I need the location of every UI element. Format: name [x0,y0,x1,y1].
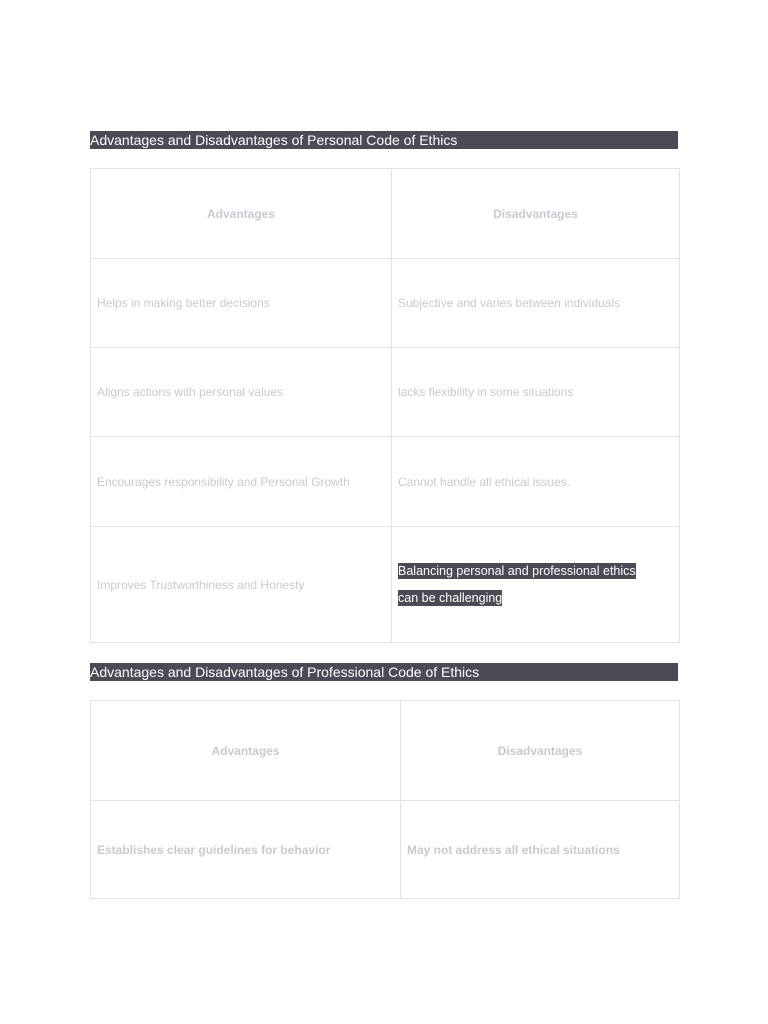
table-row [91,527,680,643]
selected-text-line-1[interactable]: Balancing personal and professional ethics [398,563,636,578]
table-header-row [91,169,680,259]
column-header-disadvantages: Disadvantages [392,169,680,259]
advantage-cell: Establishes clear guidelines for behavior [91,801,401,899]
table-row [91,437,680,527]
table-header-row [91,701,680,801]
disadvantage-cell: Cannot handle all ethical issues. [392,437,680,527]
table-row [91,801,680,899]
disadvantage-cell: lacks flexibility in some situations [392,348,680,437]
disadvantage-cell: May not address all ethical situations [401,801,680,899]
professional-ethics-table [90,700,680,899]
disadvantage-cell-selected[interactable] [392,527,680,643]
advantage-cell: Aligns actions with personal values [91,348,392,437]
column-header-advantages: Advantages [91,701,401,801]
advantage-cell: Encourages responsibility and Personal Growth [91,437,392,527]
personal-ethics-table [90,168,680,643]
selected-text-line-2[interactable]: can be challenging [398,590,503,605]
advantage-cell: Helps in making better decisions [91,259,392,348]
table-row [91,259,680,348]
column-header-disadvantages: Disadvantages [401,701,680,801]
selected-text-block[interactable] [398,558,673,612]
section-title-personal: Advantages and Disadvantages of Personal Code of Ethics [90,131,678,149]
section-title-professional: Advantages and Disadvantages of Professional Code of Ethics [90,663,678,681]
disadvantage-cell: Subjective and varies between individuals [392,259,680,348]
table-row [91,348,680,437]
advantage-cell: Improves Trustworthiness and Honesty [91,527,392,643]
column-header-advantages: Advantages [91,169,392,259]
